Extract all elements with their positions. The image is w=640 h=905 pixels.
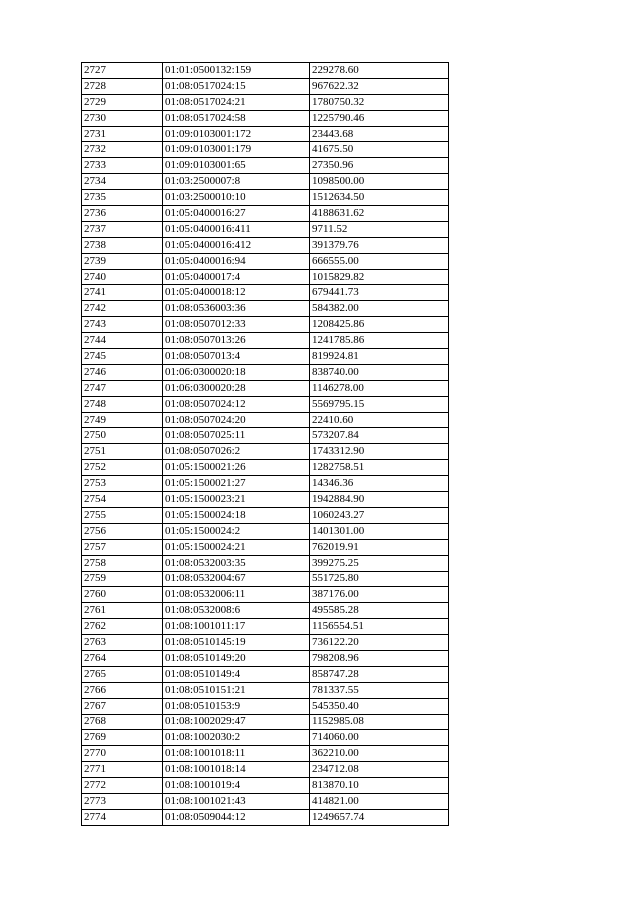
cadastral-number-cell: 01:08:0510149:20 — [163, 650, 310, 666]
value-cell: 858747.28 — [310, 666, 449, 682]
row-number-cell: 2752 — [82, 460, 163, 476]
cadastral-number-cell: 01:05:0400016:27 — [163, 206, 310, 222]
row-number-cell: 2727 — [82, 63, 163, 79]
value-cell: 27350.96 — [310, 158, 449, 174]
table-body — [82, 63, 449, 826]
value-cell: 1156554.51 — [310, 619, 449, 635]
cadastral-number-cell: 01:08:0510153:9 — [163, 698, 310, 714]
table-row — [82, 746, 449, 762]
row-number-cell: 2742 — [82, 301, 163, 317]
table-row — [82, 476, 449, 492]
cadastral-number-cell: 01:03:2500010:10 — [163, 190, 310, 206]
row-number-cell: 2744 — [82, 333, 163, 349]
table-row — [82, 110, 449, 126]
cadastral-number-cell: 01:03:2500007:8 — [163, 174, 310, 190]
value-cell: 495585.28 — [310, 603, 449, 619]
table-row — [82, 492, 449, 508]
row-number-cell: 2763 — [82, 635, 163, 651]
table-row — [82, 78, 449, 94]
row-number-cell: 2772 — [82, 778, 163, 794]
cadastral-number-cell: 01:08:0532006:11 — [163, 587, 310, 603]
row-number-cell: 2756 — [82, 523, 163, 539]
cadastral-number-cell: 01:05:1500024:2 — [163, 523, 310, 539]
cadastral-number-cell: 01:05:0400018:12 — [163, 285, 310, 301]
value-cell: 1060243.27 — [310, 507, 449, 523]
row-number-cell: 2767 — [82, 698, 163, 714]
row-number-cell: 2728 — [82, 78, 163, 94]
table-row — [82, 682, 449, 698]
cadastral-number-cell: 01:08:0510151:21 — [163, 682, 310, 698]
table-row — [82, 587, 449, 603]
value-cell: 1241785.86 — [310, 333, 449, 349]
value-cell: 666555.00 — [310, 253, 449, 269]
table-row — [82, 206, 449, 222]
cadastral-number-cell: 01:08:0517024:21 — [163, 94, 310, 110]
row-number-cell: 2770 — [82, 746, 163, 762]
value-cell: 762019.91 — [310, 539, 449, 555]
table-row — [82, 349, 449, 365]
cadastral-number-cell: 01:08:1002030:2 — [163, 730, 310, 746]
row-number-cell: 2730 — [82, 110, 163, 126]
row-number-cell: 2735 — [82, 190, 163, 206]
value-cell: 414821.00 — [310, 793, 449, 809]
row-number-cell: 2764 — [82, 650, 163, 666]
value-cell: 781337.55 — [310, 682, 449, 698]
table-row — [82, 190, 449, 206]
cadastral-number-cell: 01:08:0536003:36 — [163, 301, 310, 317]
row-number-cell: 2732 — [82, 142, 163, 158]
value-cell: 679441.73 — [310, 285, 449, 301]
row-number-cell: 2753 — [82, 476, 163, 492]
value-cell: 584382.00 — [310, 301, 449, 317]
value-cell: 5569795.15 — [310, 396, 449, 412]
row-number-cell: 2755 — [82, 507, 163, 523]
value-cell: 23443.68 — [310, 126, 449, 142]
cadastral-number-cell: 01:08:1001019:4 — [163, 778, 310, 794]
table-row — [82, 809, 449, 825]
cadastral-number-cell: 01:05:1500023:21 — [163, 492, 310, 508]
value-cell: 819924.81 — [310, 349, 449, 365]
table-row — [82, 253, 449, 269]
value-cell: 234712.08 — [310, 762, 449, 778]
cadastral-number-cell: 01:08:1001018:11 — [163, 746, 310, 762]
cadastral-number-cell: 01:09:0103001:65 — [163, 158, 310, 174]
row-number-cell: 2760 — [82, 587, 163, 603]
value-cell: 14346.36 — [310, 476, 449, 492]
value-cell: 1208425.86 — [310, 317, 449, 333]
row-number-cell: 2745 — [82, 349, 163, 365]
cadastral-number-cell: 01:05:1500024:21 — [163, 539, 310, 555]
cadastral-number-cell: 01:05:0400017:4 — [163, 269, 310, 285]
table-row — [82, 221, 449, 237]
cadastral-number-cell: 01:08:0517024:15 — [163, 78, 310, 94]
row-number-cell: 2736 — [82, 206, 163, 222]
table-row — [82, 698, 449, 714]
row-number-cell: 2748 — [82, 396, 163, 412]
table-row — [82, 126, 449, 142]
value-cell: 798208.96 — [310, 650, 449, 666]
cadastral-number-cell: 01:08:0507024:20 — [163, 412, 310, 428]
row-number-cell: 2737 — [82, 221, 163, 237]
value-cell: 573207.84 — [310, 428, 449, 444]
row-number-cell: 2754 — [82, 492, 163, 508]
row-number-cell: 2762 — [82, 619, 163, 635]
cadastral-number-cell: 01:08:0507013:4 — [163, 349, 310, 365]
value-cell: 714060.00 — [310, 730, 449, 746]
cadastral-number-cell: 01:08:0517024:58 — [163, 110, 310, 126]
cadastral-number-cell: 01:08:1002029:47 — [163, 714, 310, 730]
table-row — [82, 635, 449, 651]
row-number-cell: 2757 — [82, 539, 163, 555]
value-cell: 736122.20 — [310, 635, 449, 651]
value-cell: 1942884.90 — [310, 492, 449, 508]
table-row — [82, 428, 449, 444]
row-number-cell: 2773 — [82, 793, 163, 809]
value-cell: 1152985.08 — [310, 714, 449, 730]
row-number-cell: 2774 — [82, 809, 163, 825]
table-row — [82, 460, 449, 476]
value-cell: 1225790.46 — [310, 110, 449, 126]
table-row — [82, 555, 449, 571]
cadastral-number-cell: 01:05:0400016:94 — [163, 253, 310, 269]
table-row — [82, 380, 449, 396]
table-row — [82, 269, 449, 285]
cadastral-number-cell: 01:05:1500024:18 — [163, 507, 310, 523]
cadastral-number-cell: 01:06:0300020:18 — [163, 364, 310, 380]
value-cell: 1015829.82 — [310, 269, 449, 285]
table-row — [82, 762, 449, 778]
table-row — [82, 174, 449, 190]
row-number-cell: 2741 — [82, 285, 163, 301]
value-cell: 1098500.00 — [310, 174, 449, 190]
table-row — [82, 364, 449, 380]
table-row — [82, 619, 449, 635]
value-cell: 551725.80 — [310, 571, 449, 587]
table-row — [82, 650, 449, 666]
table-row — [82, 778, 449, 794]
row-number-cell: 2765 — [82, 666, 163, 682]
cadastral-number-cell: 01:08:0509044:12 — [163, 809, 310, 825]
cadastral-number-cell: 01:08:0507026:2 — [163, 444, 310, 460]
row-number-cell: 2747 — [82, 380, 163, 396]
cadastral-number-cell: 01:05:0400016:411 — [163, 221, 310, 237]
row-number-cell: 2759 — [82, 571, 163, 587]
row-number-cell: 2769 — [82, 730, 163, 746]
row-number-cell: 2746 — [82, 364, 163, 380]
cadastral-number-cell: 01:08:0507012:33 — [163, 317, 310, 333]
cadastral-number-cell: 01:08:1001018:14 — [163, 762, 310, 778]
cadastral-number-cell: 01:06:0300020:28 — [163, 380, 310, 396]
cadastral-number-cell: 01:01:0500132:159 — [163, 63, 310, 79]
value-cell: 1146278.00 — [310, 380, 449, 396]
table-row — [82, 571, 449, 587]
table-row — [82, 539, 449, 555]
table-row — [82, 94, 449, 110]
cadastral-number-cell: 01:05:0400016:412 — [163, 237, 310, 253]
value-cell: 1282758.51 — [310, 460, 449, 476]
row-number-cell: 2768 — [82, 714, 163, 730]
value-cell: 41675.50 — [310, 142, 449, 158]
value-cell: 1512634.50 — [310, 190, 449, 206]
table-row — [82, 158, 449, 174]
table-row — [82, 603, 449, 619]
cadastral-number-cell: 01:08:0532003:35 — [163, 555, 310, 571]
row-number-cell: 2733 — [82, 158, 163, 174]
cadastral-number-cell: 01:08:0507013:26 — [163, 333, 310, 349]
value-cell: 1780750.32 — [310, 94, 449, 110]
value-cell: 391379.76 — [310, 237, 449, 253]
value-cell: 22410.60 — [310, 412, 449, 428]
table-row — [82, 63, 449, 79]
cadastral-number-cell: 01:08:0510145:19 — [163, 635, 310, 651]
table-row — [82, 507, 449, 523]
value-cell: 967622.32 — [310, 78, 449, 94]
table-row — [82, 444, 449, 460]
value-cell: 9711.52 — [310, 221, 449, 237]
value-cell: 1401301.00 — [310, 523, 449, 539]
cadastral-number-cell: 01:05:1500021:26 — [163, 460, 310, 476]
row-number-cell: 2734 — [82, 174, 163, 190]
row-number-cell: 2731 — [82, 126, 163, 142]
value-cell: 387176.00 — [310, 587, 449, 603]
row-number-cell: 2766 — [82, 682, 163, 698]
value-cell: 813870.10 — [310, 778, 449, 794]
value-cell: 229278.60 — [310, 63, 449, 79]
cadastral-number-cell: 01:08:0507025:11 — [163, 428, 310, 444]
table-row — [82, 317, 449, 333]
table-row — [82, 333, 449, 349]
row-number-cell: 2740 — [82, 269, 163, 285]
row-number-cell: 2738 — [82, 237, 163, 253]
cadastral-number-cell: 01:09:0103001:172 — [163, 126, 310, 142]
cadastral-number-cell: 01:08:0507024:12 — [163, 396, 310, 412]
value-cell: 545350.40 — [310, 698, 449, 714]
cadastral-number-cell: 01:08:1001011:17 — [163, 619, 310, 635]
value-cell: 4188631.62 — [310, 206, 449, 222]
value-cell: 1249657.74 — [310, 809, 449, 825]
table-row — [82, 523, 449, 539]
table-row — [82, 301, 449, 317]
row-number-cell: 2749 — [82, 412, 163, 428]
value-cell: 1743312.90 — [310, 444, 449, 460]
table-row — [82, 730, 449, 746]
row-number-cell: 2758 — [82, 555, 163, 571]
cadastral-number-cell: 01:08:0532004:67 — [163, 571, 310, 587]
row-number-cell: 2743 — [82, 317, 163, 333]
cadastral-number-cell: 01:05:1500021:27 — [163, 476, 310, 492]
table-row — [82, 666, 449, 682]
value-cell: 838740.00 — [310, 364, 449, 380]
row-number-cell: 2739 — [82, 253, 163, 269]
cadastral-number-cell: 01:08:0510149:4 — [163, 666, 310, 682]
row-number-cell: 2750 — [82, 428, 163, 444]
row-number-cell: 2771 — [82, 762, 163, 778]
row-number-cell: 2761 — [82, 603, 163, 619]
row-number-cell: 2751 — [82, 444, 163, 460]
table-row — [82, 412, 449, 428]
cadastral-number-cell: 01:09:0103001:179 — [163, 142, 310, 158]
table-row — [82, 285, 449, 301]
table-row — [82, 793, 449, 809]
value-cell: 399275.25 — [310, 555, 449, 571]
table-row — [82, 714, 449, 730]
value-cell: 362210.00 — [310, 746, 449, 762]
row-number-cell: 2729 — [82, 94, 163, 110]
cadastral-number-cell: 01:08:0532008:6 — [163, 603, 310, 619]
data-table — [81, 62, 449, 826]
table-row — [82, 396, 449, 412]
table-row — [82, 237, 449, 253]
table-row — [82, 142, 449, 158]
cadastral-number-cell: 01:08:1001021:43 — [163, 793, 310, 809]
